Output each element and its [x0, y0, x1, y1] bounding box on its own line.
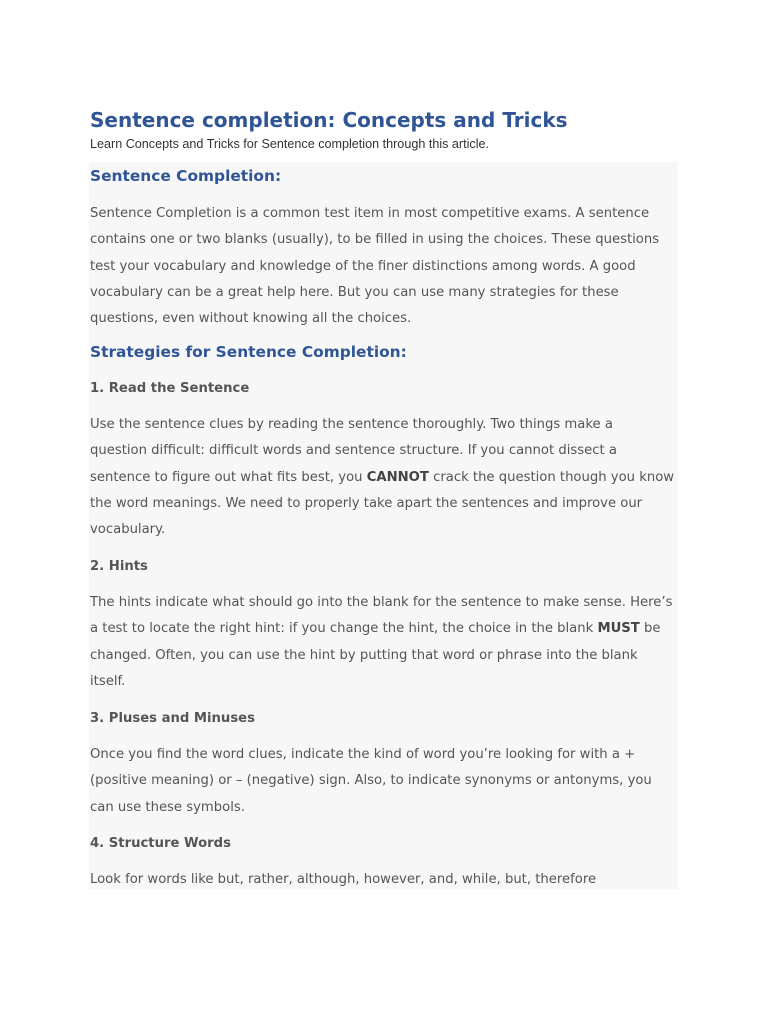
strategy-3-line-2: (positive meaning) or – (negative) sign. Also, to indicate synonyms or antonyms, you: [90, 773, 652, 789]
strategy-1-paragraph: [90, 412, 674, 543]
strategy-1-line-5: vocabulary.: [90, 522, 166, 538]
cannot-emphasis: CANNOT: [366, 469, 429, 485]
strategy-1-line-1: Use the sentence clues by reading the sentence thoroughly. Two things make a: [90, 417, 613, 432]
must-emphasis: MUST: [597, 621, 640, 637]
strategy-2-line-3: changed. Often, you can use the hint by putting that word or phrase into the blank: [90, 647, 638, 663]
page-subtitle: Learn Concepts and Tricks for Sentence completion through this article.: [90, 137, 490, 151]
strategy-1-line-2: question difficult: difficult words and sentence structure. If you cannot dissect a: [90, 443, 617, 459]
intro-line-4: vocabulary can be a great help here. But you can use many strategies for these: [90, 284, 619, 300]
intro-line-1: Sentence Completion is a common test item in most competitive exams. A sentence: [90, 206, 650, 221]
strategy-2-heading: 2. Hints: [90, 559, 148, 574]
strategy-3-paragraph: [90, 742, 652, 821]
strategy-2-line-2: a test to locate the right hint: if you change the hint, the choice in the blank MUST be: [90, 621, 661, 637]
strategies-heading: Strategies for Sentence Completion:: [90, 343, 407, 361]
intro-paragraph: [90, 201, 659, 332]
strategy-1-line-4: the word meanings. We need to properly take apart the sentences and improve our: [90, 495, 643, 511]
strategy-3-line-1: Once you find the word clues, indicate the kind of word you’re looking for with a +: [90, 747, 636, 762]
intro-line-2: contains one or two blanks (usually), to be filled in using the choices. These questions: [90, 232, 660, 248]
strategy-1-heading: 1. Read the Sentence: [90, 381, 250, 396]
strategy-4-heading: 4. Structure Words: [90, 836, 231, 851]
strategy-2-line-4: itself.: [90, 673, 126, 689]
strategy-4-paragraph: [90, 867, 596, 893]
strategy-4-line-1: Look for words like but, rather, although, however, and, while, but, therefore: [90, 872, 597, 887]
strategy-2-paragraph: [90, 590, 672, 695]
strategy-3-line-3: can use these symbols.: [90, 799, 245, 815]
strategy-2-line-1: The hints indicate what should go into the blank for the sentence to make sense. Here’s: [90, 595, 673, 610]
intro-line-5: questions, even without knowing all the choices.: [90, 311, 412, 327]
section-heading: Sentence Completion:: [90, 167, 282, 185]
intro-line-3: test your vocabulary and knowledge of the finer distinctions among words. A good: [90, 258, 636, 274]
strategy-3-heading: 3. Pluses and Minuses: [90, 711, 255, 726]
page-title: Sentence completion: Concepts and Tricks: [90, 108, 568, 132]
strategy-1-line-3: sentence to figure out what fits best, you CANNOT crack the question though you know: [90, 469, 675, 485]
